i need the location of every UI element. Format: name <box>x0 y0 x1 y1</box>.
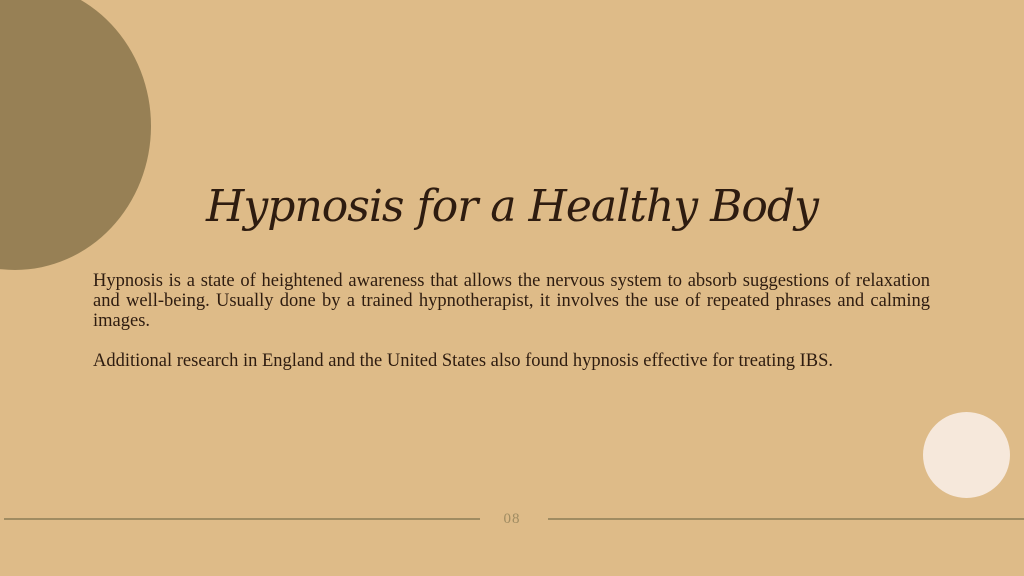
body-paragraph-2: Additional research in England and the United States also found hypnosis effective for treating IBS. <box>93 351 833 371</box>
footer-divider-right <box>548 518 1024 520</box>
footer-divider-left <box>4 518 480 520</box>
slide-body <box>93 271 930 391</box>
decorative-circle-small <box>923 412 1010 498</box>
slide-title: Hypnosis for a Healthy Body <box>206 181 818 232</box>
body-paragraph-1: Hypnosis is a state of heightened awareness that allows the nervous system to absorb suggestions of relaxation and well-being. Usually done by a trained hypnotherapist, it involves the use of repeated phrases and calming images. <box>93 271 930 331</box>
page-number: 08 <box>503 511 521 527</box>
